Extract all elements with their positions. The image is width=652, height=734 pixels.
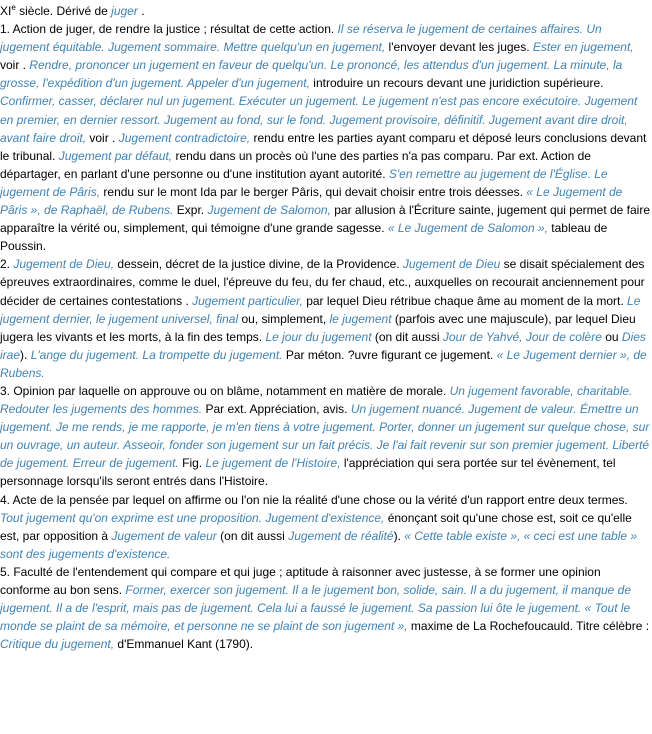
definition-text: introduire un recours devant une juridiction supérieure. [309, 76, 604, 91]
etymology-link-juger[interactable]: juger [111, 4, 138, 18]
example-text: « Le Jugement de Pâris », de Raphaël, de Rubens. [0, 184, 623, 218]
example-text: Critique du jugement, [0, 637, 115, 652]
example-text: « Le Jugement dernier », de Rubens. [0, 347, 647, 380]
definition-text: (on dit aussi [216, 528, 289, 543]
definition-text: 2. [0, 257, 14, 272]
etymology-text: siècle. Dérivé de [15, 4, 112, 18]
definition-text: se disait spécialement des épreuves extraordinaires, comme le duel, l'épreuve du feu, du fer chaud, etc., auxquelles on recourait anciennement pour décider de certaines contestations . [0, 257, 645, 308]
definition-text: par allusion à l'Écriture sainte, jugement qui permet de faire apparaître la vérité ou, simplement, qui témoigne d'une grande sagesse. [0, 203, 651, 236]
century: XI [0, 4, 12, 18]
definition-text: 3. Opinion par laquelle on approuve ou on blâme, notamment en matière de morale. [0, 383, 450, 398]
example-text: Former, exercer son jugement. Il a le jugement bon, solide, sain. Il a du jugement, il manque de jugement. Il a de l'esprit, mais pas de jugement. Cela lui a faussé le jugement. Sa passion lui ôte le jugement. « Tout le monde se plaint de sa mémoire, et personne ne se plaint de son jugement », [0, 583, 632, 634]
example-text: Le jugement dernier, le jugement universel, final [0, 293, 641, 326]
example-text: Jugement de Dieu, [13, 257, 115, 272]
example-text: Jugement par défaut, [58, 148, 173, 163]
example-text: Tout jugement qu'on exprime est une proposition. Jugement d'existence, [0, 510, 385, 525]
definition-text: Fig. [178, 456, 206, 471]
definition-4 [0, 491, 650, 563]
example-text: Un jugement nuancé. Jugement de valeur. Émettre un jugement. Je me rends, je me rapporte, je m'en tiens à votre jugement. Porter, donner un jugement sur quelque chose, sur un ouvrage, un auteur. Asseoir, fonder son jugement sur un fait précis. Je l'ai fait revenir sur son premier jugement. Liberté de jugement. Erreur de jugement. [0, 402, 650, 471]
definition-3 [0, 382, 650, 491]
definition-text: maxime de La Rochefoucauld. Titre célèbre : [407, 619, 650, 634]
example-text: Confirmer, casser, déclarer nul un jugement. Exécuter un jugement. Le jugement n'est pas encore exécutoire. Jugement en premier, en dernier ressort. Jugement au fond, sur le fond. Jugement provisoire, définitif. Jugement avant dire droit, avant faire droit, [0, 94, 638, 145]
example-text: « Le Jugement de Salomon », [387, 221, 548, 236]
definition-text: 4. Acte de la pensée par lequel on affirme ou l'on nie la réalité d'une chose ou la vérité d'un rapport entre deux termes. [0, 492, 628, 507]
definition-text: 5. Faculté de l'entendement qui compare et qui juge ; aptitude à raisonner avec justesse, à se former une opinion conforme au bon sens. [0, 564, 601, 597]
definition-5 [0, 563, 650, 653]
example-text: L'ange du jugement. La trompette du jugement. [30, 347, 283, 362]
example-text: Le jour du jugement [265, 329, 372, 344]
definition-text: tableau de Poussin. [0, 221, 608, 254]
definition-text: rendu sur le mont Ida par le berger Pâris, qui devait choisir entre trois déesses. [100, 184, 527, 199]
definition-text: Par méton. ?uvre figurant ce jugement. [282, 347, 497, 362]
definition-text: l'appréciation qui sera portée sur tel évènement, tel personnage lorsqu'ils seront entrés dans l'Histoire. [0, 456, 616, 489]
definition-text: ou [601, 329, 622, 344]
definition-text: d'Emmanuel Kant (1790). [114, 637, 254, 652]
example-text: Jour de Yahvé, Jour de colère [442, 329, 602, 344]
definition-text: l'envoyer devant les juges. [385, 40, 533, 55]
century-superscript: e [11, 3, 16, 12]
definition-1 [0, 20, 650, 255]
etymology [0, 2, 650, 20]
definition-text: rendu entre les parties ayant comparu et déposé leurs conclusions devant le tribunal. [0, 130, 647, 163]
definition-text: Expr. [173, 203, 208, 218]
example-text: le jugement [329, 311, 392, 326]
example-text: S'en remettre au jugement de l'Église. Le jugement de Pâris, [0, 166, 608, 199]
definition-text: voir . [0, 58, 30, 73]
definition-text: (parfois avec une majuscule), par lequel Dieu jugera les vivants et les morts, à la fin des temps. [0, 311, 636, 344]
definition-text: Par ext. Appréciation, avis. [202, 402, 351, 417]
example-text: Un jugement favorable, charitable. Redouter les jugements des hommes. [0, 383, 633, 417]
etymology-end: . [137, 4, 145, 18]
definition-text: ). [393, 528, 405, 543]
definition-text: énonçant soit qu'une chose est, soit ce qu'elle est, par opposition à [0, 510, 632, 543]
example-text: Il se réserva le jugement de certaines affaires. Un jugement équitable. Jugement sommaire. Mettre quelqu'un en jugement, [0, 22, 602, 55]
example-text: Rendre, prononcer un jugement en faveur de quelqu'un. Le prononcé, les attendus d'un jugement. La minute, la grosse, l'expédition d'un jugement. Appeler d'un jugement, [0, 58, 623, 91]
definition-2 [0, 255, 650, 382]
example-text: Jugement de Dieu [402, 257, 501, 272]
definition-text: ). [20, 347, 31, 362]
example-text: Le jugement de l'Histoire, [205, 456, 341, 471]
example-text: Jugement contradictoire, [118, 130, 251, 145]
definition-text: par lequel Dieu rétribue chaque âme au moment de la mort. [302, 293, 628, 308]
definition-text: dessein, décret de la justice divine, de la Providence. [114, 257, 403, 272]
example-text: Jugement de Salomon, [207, 203, 331, 218]
example-text: Jugement particulier, [192, 293, 303, 308]
example-text: Jugement de réalité [288, 528, 394, 543]
example-text: « Cette table existe », « ceci est une table » sont des jugements d'existence. [0, 528, 638, 561]
example-text: Jugement de valeur [111, 528, 217, 543]
example-text: Ester en jugement, [532, 40, 634, 55]
definition-text: 1. Action de juger, de rendre la justice ; résultat de cette action. [0, 22, 338, 37]
example-text: Dies irae [0, 329, 646, 362]
definition-text: voir . [86, 130, 119, 145]
definition-text: ou, simplement, [238, 311, 330, 326]
definition-text: (on dit aussi [371, 329, 443, 344]
definition-text: rendu dans un procès où l'une des parties n'a pas comparu. Par ext. Action de départager, en parlant d'une personne ou d'une institution ayant autorité. [0, 148, 591, 181]
